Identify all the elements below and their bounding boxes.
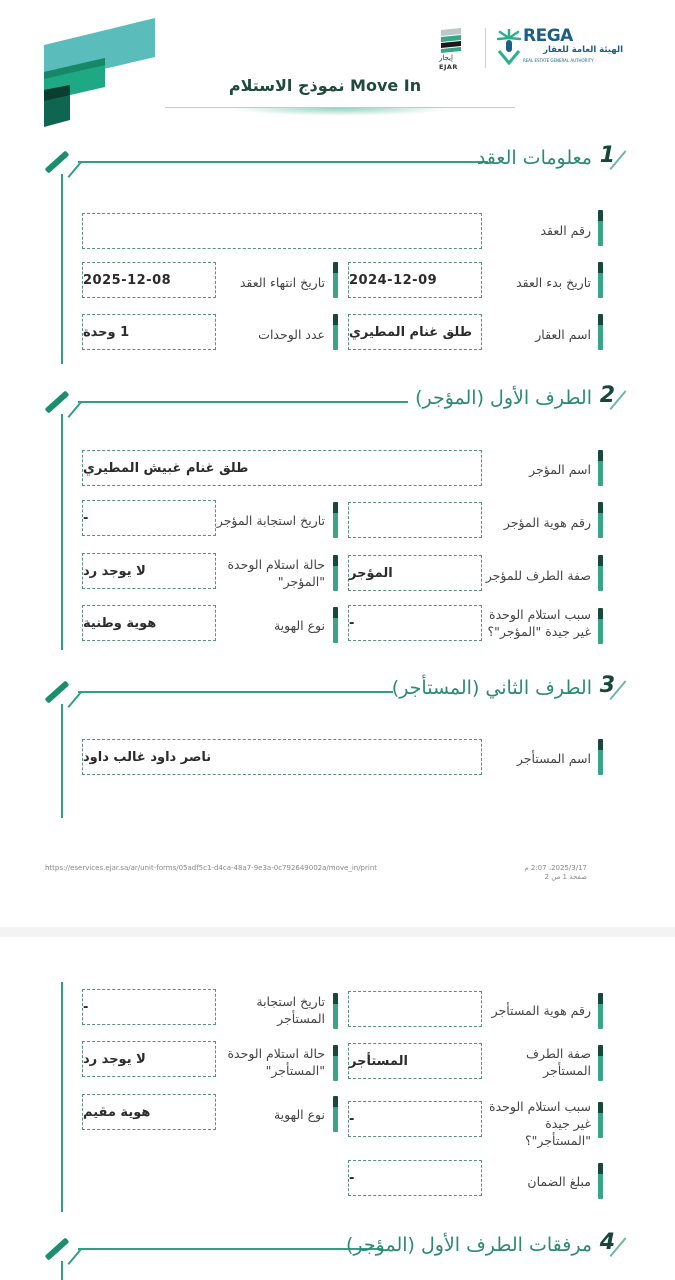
section-header-tenant [50, 675, 620, 715]
field-label: صفة الطرف للمؤجر [485, 568, 591, 583]
rega-logo-en: REGA [523, 26, 573, 46]
label-bar [598, 210, 603, 246]
section-number: 1 [599, 143, 615, 168]
field-label: رقم العقد [540, 223, 591, 238]
field-label: عدد الوحدات [258, 327, 325, 342]
header-line [78, 1248, 383, 1250]
tenant-name-field[interactable] [82, 739, 482, 775]
label-line: "المستأجر"؟ [525, 1133, 591, 1148]
section-header-lessor [50, 385, 620, 425]
label-line: تاريخ استجابة [256, 994, 325, 1009]
logos [435, 24, 625, 74]
field-label: رقم هوية المؤجر [503, 515, 591, 530]
label-bar [333, 993, 338, 1029]
property-name-field[interactable] [348, 314, 482, 350]
field-value: لا يوجد رد [83, 1051, 146, 1067]
label-line: صفة الطرف [525, 1046, 591, 1061]
ejar-logo-en: EJAR [439, 63, 458, 71]
start-date-field[interactable] [348, 262, 482, 298]
slash-icon [45, 680, 70, 703]
field-label: نوع الهوية [273, 1107, 325, 1122]
section-number: 4 [599, 1230, 615, 1255]
label-bar [598, 608, 603, 644]
field-value: 2024-12-09 [349, 272, 438, 288]
print-url: https://eservices.ejar.sa/ar/unit-forms/05adf5c1-d4ca-48a7-9e3a-0c792649002a/move_in/print [45, 864, 378, 872]
tenant-response-date-field[interactable] [82, 989, 216, 1025]
field-value: - [83, 510, 89, 526]
field-label: تاريخ انتهاء العقد [239, 275, 325, 290]
label-bar [598, 314, 603, 350]
page-number: صفحة 1 من 2 [544, 873, 587, 881]
label-line: غير جيدة "المؤجر"؟ [487, 624, 591, 639]
tenant-id-field[interactable] [348, 991, 482, 1027]
lessor-party-role-field[interactable] [348, 555, 482, 591]
label-bar [333, 262, 338, 298]
section-title: مرفقات الطرف الأول (المؤجر) [346, 1234, 592, 1256]
field-value: المؤجر [349, 565, 393, 581]
field-value: - [349, 1170, 355, 1186]
section-header-lessor-attachments [50, 1232, 620, 1272]
field-value: ناصر داود غالب داود [83, 749, 212, 765]
label-bar [333, 555, 338, 591]
label-bar [598, 1045, 603, 1081]
label-bar [333, 607, 338, 643]
ejar-logo-ar: إيجار [439, 54, 453, 62]
header-line [78, 161, 488, 163]
lessor-id-field[interactable] [348, 502, 482, 538]
field-label: مبلغ الضمان [527, 1174, 591, 1189]
label-line: المستأجر [543, 1063, 591, 1078]
section-title: الطرف الأول (المؤجر) [415, 387, 592, 409]
field-value: لا يوجد رد [83, 563, 146, 579]
print-info [524, 864, 587, 882]
section-border [61, 1261, 63, 1280]
section-title: معلومات العقد [476, 147, 592, 169]
tenant-receipt-status-field[interactable] [82, 1041, 216, 1077]
field-value: طلق غنام غبيش المطيري [83, 460, 249, 476]
label-line: حالة استلام الوحدة [227, 557, 325, 572]
section-border [61, 174, 63, 364]
field-label [526, 1045, 591, 1079]
label-line: حالة استلام الوحدة [227, 1046, 325, 1061]
contract-number-field[interactable] [82, 213, 482, 249]
tenant-id-type-field[interactable] [82, 1094, 216, 1130]
section-border [61, 704, 63, 818]
label-line: غير جيدة [545, 1116, 591, 1131]
field-label: اسم المؤجر [529, 462, 591, 477]
field-value: 2025-12-08 [83, 272, 172, 288]
field-label [489, 1098, 591, 1149]
label-line: "المستأجر" [265, 1063, 325, 1078]
field-label: اسم العقار [535, 327, 591, 342]
label-line: سبب استلام الوحدة [489, 607, 591, 622]
end-date-field[interactable] [82, 262, 216, 298]
field-label [488, 606, 592, 640]
field-label [228, 1045, 326, 1079]
section-border [61, 414, 63, 650]
label-bar [598, 1102, 603, 1138]
lessor-id-type-field[interactable] [82, 605, 216, 641]
section-number: 3 [599, 673, 615, 698]
page-title: Move In نموذج الاستلام [228, 76, 422, 95]
section-header-contract-info [50, 145, 620, 185]
header-diagonal [68, 401, 82, 417]
print-datetime: 2025/3/17، 2:07 م [524, 864, 587, 872]
label-bar [333, 314, 338, 350]
label-bar [333, 1045, 338, 1081]
field-label: تاريخ بدء العقد [516, 275, 591, 290]
label-bar [333, 1096, 338, 1132]
field-label: تاريخ استجابة المؤجر [216, 513, 325, 528]
header-line [78, 401, 408, 403]
lessor-name-field[interactable] [82, 450, 482, 486]
section-border [61, 982, 63, 1212]
slash-icon [45, 1237, 70, 1260]
logo-divider [485, 28, 486, 68]
field-value: 1 وحدة [83, 324, 130, 340]
lessor-bad-reason-field[interactable] [348, 605, 482, 641]
label-bar [333, 502, 338, 538]
label-line: "المؤجر" [277, 574, 325, 589]
label-line: المستأجر [277, 1011, 325, 1026]
section-number: 2 [599, 383, 615, 408]
field-value: هوية وطنية [83, 615, 157, 631]
field-label: رقم هوية المستأجر [491, 1003, 591, 1018]
deposit-amount-field[interactable] [348, 1160, 482, 1196]
decorative-stripes [40, 15, 160, 130]
header-diagonal [68, 691, 82, 707]
label-bar [598, 1163, 603, 1199]
section-title: الطرف الثاني (المستأجر) [391, 677, 592, 699]
field-value: المستأجر [349, 1053, 408, 1069]
field-value: هوية مقيم [83, 1104, 151, 1120]
rega-logo-sub: REAL ESTATE GENERAL AUTHORITY [523, 58, 594, 63]
label-bar [598, 993, 603, 1029]
header-diagonal [68, 1248, 82, 1264]
label-bar [598, 555, 603, 591]
header-line [78, 691, 393, 693]
field-label: اسم المستأجر [516, 751, 591, 766]
ejar-logo-icon [437, 26, 465, 56]
title-glow [230, 108, 450, 116]
label-line: سبب استلام الوحدة [489, 1099, 591, 1114]
tenant-party-role-field[interactable] [348, 1043, 482, 1079]
lessor-response-date-field[interactable] [82, 500, 216, 536]
rega-logo-ar: الهيئة العامة للعقار [543, 45, 623, 55]
tenant-bad-reason-field[interactable] [348, 1101, 482, 1137]
field-value: - [349, 1111, 355, 1127]
rega-palm-icon [497, 29, 521, 65]
label-bar [598, 450, 603, 486]
field-value: - [83, 999, 89, 1015]
slash-icon [45, 150, 70, 173]
label-bar [598, 502, 603, 538]
label-bar [598, 262, 603, 298]
field-value: طلق غنام المطيري [349, 324, 472, 340]
field-label [228, 556, 326, 590]
lessor-receipt-status-field[interactable] [82, 553, 216, 589]
label-bar [598, 739, 603, 775]
page-break [0, 927, 675, 937]
field-label [256, 993, 325, 1027]
units-count-field[interactable] [82, 314, 216, 350]
slash-icon [45, 390, 70, 413]
field-value: - [349, 615, 355, 631]
field-label: نوع الهوية [273, 618, 325, 633]
header-diagonal [68, 161, 82, 177]
